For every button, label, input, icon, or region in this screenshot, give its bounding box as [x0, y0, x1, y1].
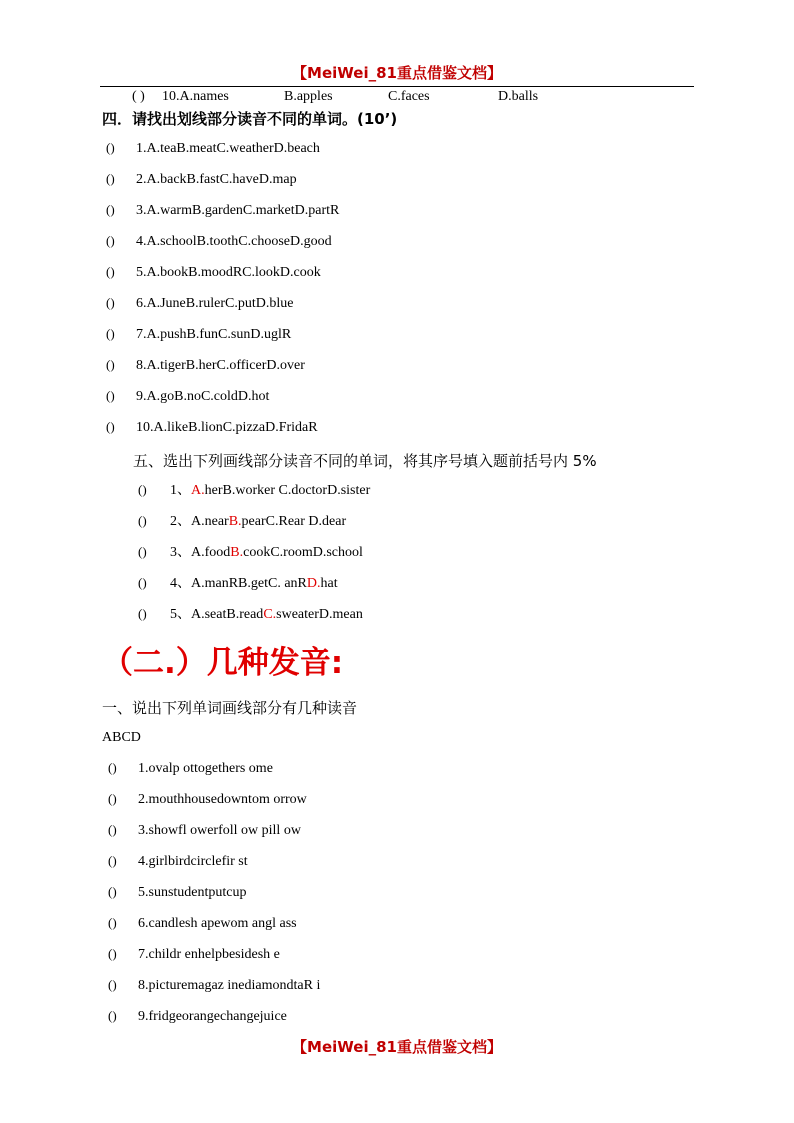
page-header: 【MeiWei_81重点借鉴文档】 — [292, 64, 502, 82]
part2-subtitle: 一、说出下列单词画线部分有几种读音 — [102, 699, 358, 717]
list-item: () 10.A.likeB.lionC.pizzaD.FridaR — [106, 419, 318, 435]
header-divider — [100, 86, 694, 87]
list-item: () 9.A.goB.noC.coldD.hot — [106, 388, 270, 404]
list-item: () 5.A.bookB.moodRC.lookD.cook — [106, 264, 321, 280]
option-a: 10.A.names — [162, 89, 229, 104]
list-item: () 2、A.nearB.pearC.Rear D.dear — [138, 513, 347, 529]
list-item: () 1.A.teaB.meatC.weatherD.beach — [106, 140, 320, 156]
list-item: () 3、A.foodB.cookC.roomD.school — [138, 544, 363, 560]
list-item: () 7.childr enhelpbesidesh e — [108, 946, 280, 962]
part2-title: （二.）几种发音: — [102, 645, 344, 681]
list-item: () 4.girlbirdcirclefir st — [108, 853, 248, 869]
list-item: () 3.showfl owerfoll ow pill ow — [108, 822, 301, 838]
top-row-item — [132, 88, 538, 106]
list-item: () 4、A.manRB.getC. anRD.hat — [138, 575, 338, 591]
list-item: () 5.sunstudentputcup — [108, 884, 247, 900]
list-item: () 4.A.schoolB.toothC.chooseD.good — [106, 233, 332, 249]
list-item: () 3.A.warmB.gardenC.marketD.partR — [106, 202, 340, 218]
abcd-label: ABCD — [102, 730, 141, 745]
list-item: () 7.A.pushB.funC.sunD.uglR — [106, 326, 292, 342]
list-item: () 8.picturemagaz inediamondtaR i — [108, 977, 321, 993]
page-footer: 【MeiWei_81重点借鉴文档】 — [292, 1038, 502, 1056]
list-item: () 1、A.herB.worker C.doctorD.sister — [138, 482, 371, 498]
list-item: () 6.A.JuneB.rulerC.putD.blue — [106, 295, 294, 311]
list-item: () 9.fridgeorangechangejuice — [108, 1008, 287, 1024]
option-c: C.faces — [388, 89, 430, 104]
list-item: () 6.candlesh apewom angl ass — [108, 915, 297, 931]
list-item: () 1.ovalp ottogethers ome — [108, 760, 273, 776]
list-item: () 8.A.tigerB.herC.officerD.over — [106, 357, 305, 373]
option-d: D.balls — [498, 89, 539, 104]
list-item: () 2.mouthhousedowntom orrow — [108, 791, 307, 807]
list-item: () 2.A.backB.fastC.haveD.map — [106, 171, 297, 187]
list-item: () 5、A.seatB.readC.sweaterD.mean — [138, 606, 363, 622]
section5-title: 五、选出下列画线部分读音不同的单词，将其序号填入题前括号内 5% — [133, 452, 597, 470]
option-b: B.apples — [284, 89, 333, 104]
section4-title: 四．请找出划线部分读音不同的单词。(10’) — [102, 110, 398, 128]
answer-paren: ( ) — [132, 89, 145, 104]
